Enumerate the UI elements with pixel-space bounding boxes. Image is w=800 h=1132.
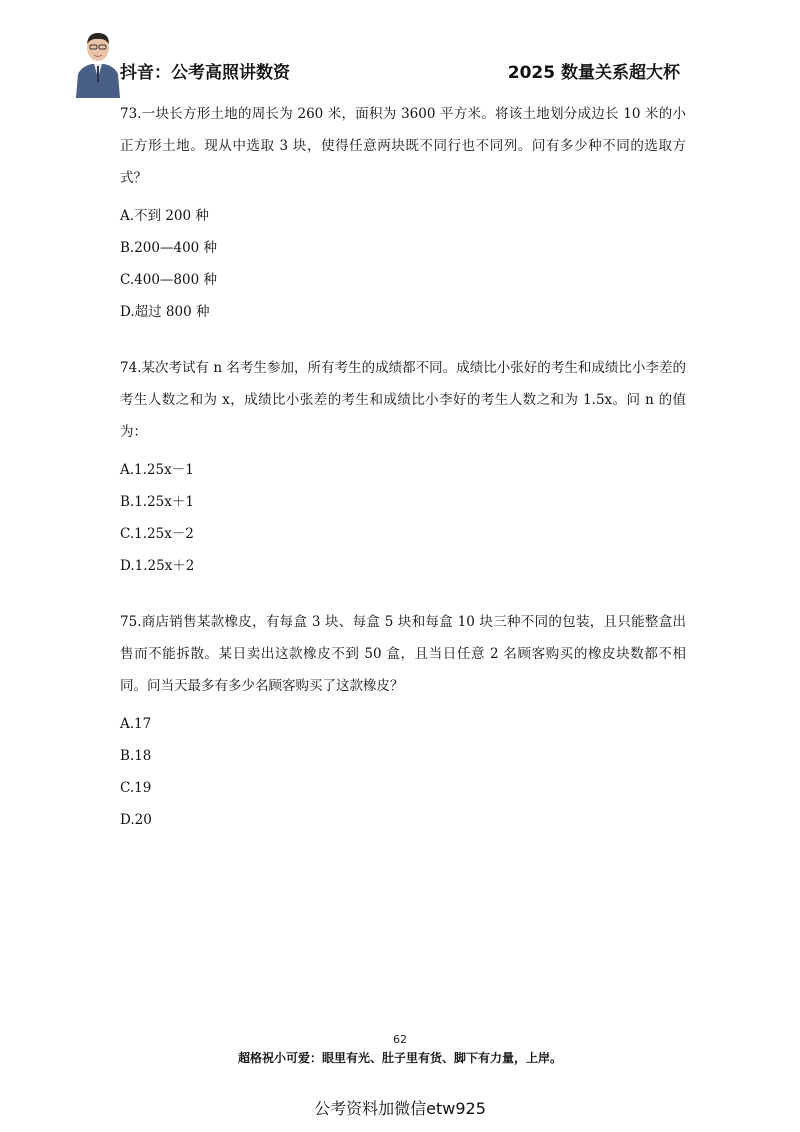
option-b: B.18	[120, 748, 152, 764]
presenter-avatar	[72, 26, 124, 98]
option-b: B.1.25x＋1	[120, 494, 194, 510]
option-d: D.1.25x＋2	[120, 558, 195, 574]
option-c: C.19	[120, 780, 152, 796]
option-c: C.400—800 种	[120, 272, 217, 288]
question-74	[120, 352, 686, 576]
option-a: A.不到 200 种	[120, 208, 209, 224]
question-stem: 74.某次考试有 n 名考生参加，所有考生的成绩都不同。成绩比小张好的考生和成绩比小李差的考生人数之和为 x，成绩比小张差的考生和成绩比小李好的考生人数之和为 1.5x。问 n 的值为：	[120, 360, 686, 440]
question-stem: 73.一块长方形土地的周长为 260 米，面积为 3600 平方米。将该土地划分成边长 10 米的小正方形土地。现从中选取 3 块，使得任意两块既不同行也不同列。问有多少种不同的选取方式？	[120, 106, 686, 186]
page-number: 62	[393, 1033, 407, 1046]
question-75	[120, 606, 686, 830]
option-a: A.1.25x－1	[120, 462, 194, 478]
option-c: C.1.25x－2	[120, 526, 194, 542]
wechat-contact: 公考资料加微信etw925	[314, 1099, 486, 1118]
option-a: A.17	[120, 716, 152, 732]
option-d: D.20	[120, 812, 152, 828]
question-list	[120, 98, 686, 830]
question-73	[120, 98, 686, 322]
footer-motto: 超格祝小可爱：眼里有光、肚子里有货、脚下有力量，上岸。	[237, 1051, 562, 1065]
option-d: D.超过 800 种	[120, 304, 210, 320]
option-b: B.200—400 种	[120, 240, 218, 256]
header-left-title: 抖音：公考高照讲数资	[120, 63, 290, 83]
question-stem: 75.商店销售某款橡皮，有每盒 3 块、每盒 5 块和每盒 10 块三种不同的包装，且只能整盒出售而不能拆散。某日卖出这款橡皮不到 50 盒，且当日任意 2 名顾客购买的橡皮块数都不相同。问当天最多有多少名顾客购买了这款橡皮？	[120, 614, 686, 694]
header-right-title: 2025 数量关系超大杯	[507, 63, 680, 83]
